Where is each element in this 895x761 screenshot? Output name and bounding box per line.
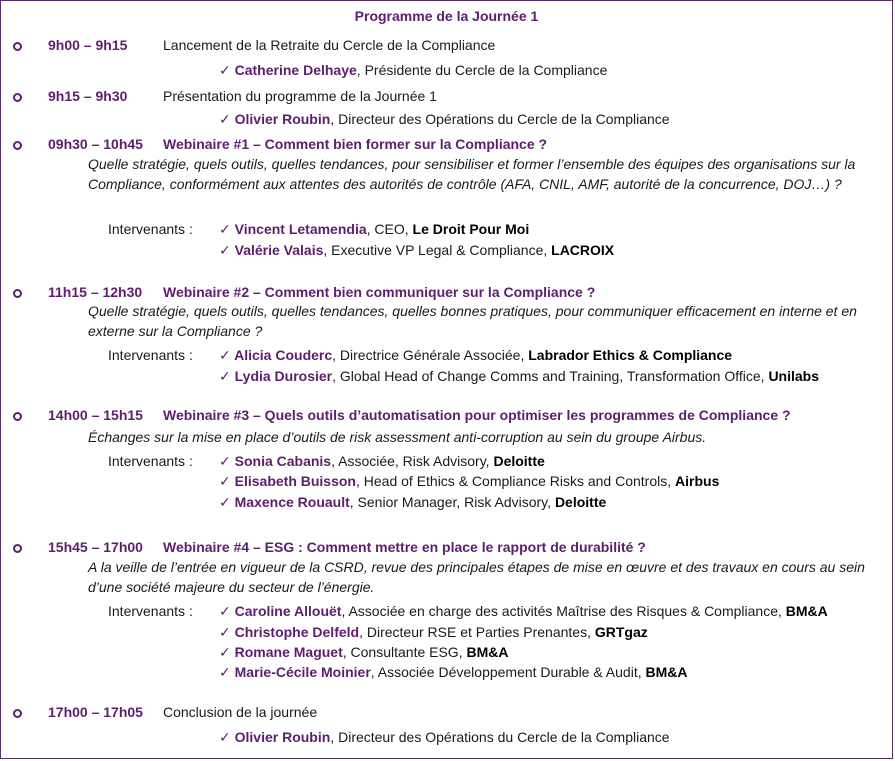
speaker-name: Romane Maguet <box>234 644 343 660</box>
session-time: 11h15 – 12h30 <box>48 284 143 300</box>
session-title: Webinaire #1 – Comment bien former sur la Compliance ? <box>163 136 548 152</box>
speaker-organization: LACROIX <box>551 242 615 258</box>
speaker-name: Alicia Couderc <box>234 347 333 363</box>
circle-bullet-icon <box>13 709 22 718</box>
speaker-row <box>219 347 732 364</box>
checkmark-icon: ✓ <box>219 644 235 660</box>
speaker-row <box>219 473 719 490</box>
speaker-role: , Directrice Générale Associée, <box>332 347 529 363</box>
speakers-label: Intervenants : <box>108 453 193 469</box>
speaker-organization: GRTgaz <box>594 624 648 640</box>
speaker-organization: Deloitte <box>493 453 545 469</box>
circle-bullet-icon <box>13 544 22 553</box>
session-time: 15h45 – 17h00 <box>48 539 143 555</box>
speaker-name: Valérie Valais <box>234 242 324 258</box>
session-description: Quelle stratégie, quels outils, quelles tendances, quelles bonnes pratiques, pour communiquer efficacement en interne et en externe sur la Compliance ? <box>88 303 857 339</box>
speaker-organization: Deloitte <box>554 494 607 510</box>
speaker-name: Elisabeth Buisson <box>234 473 356 489</box>
session-title: Lancement de la Retraite du Cercle de la Compliance <box>163 37 496 53</box>
speaker-role: , CEO, <box>366 221 413 237</box>
speaker-row <box>219 242 614 259</box>
speaker-name: Christophe Delfeld <box>234 624 360 640</box>
session-description: Échanges sur la mise en place d’outils de risk assessment anti-corruption au sein du groupe Airbus. <box>88 429 707 445</box>
session-time: 14h00 – 15h15 <box>48 407 143 423</box>
speaker-role: , Associée en charge des activités Maîtrise des Risques & Compliance, <box>341 603 786 619</box>
session-title: Présentation du programme de la Journée 1 <box>163 88 437 104</box>
page-title: Programme de la Journée 1 <box>354 8 539 24</box>
speaker-name: Caroline Allouët <box>234 603 342 619</box>
speaker-name: Vincent Letamendia <box>234 221 367 237</box>
speaker-role: , Head of Ethics & Compliance Risks and Controls, <box>355 473 676 489</box>
checkmark-icon: ✓ <box>219 494 235 510</box>
speaker-role: , Directeur RSE et Parties Prenantes, <box>359 624 595 640</box>
session-description: Quelle stratégie, quels outils, quelles tendances, pour sensibiliser et former l’ensemble des équipes des organisations sur la Compliance, conformément aux attentes des autorités de contrôle (AFA, CNIL, AMF, autorité de la concurrence, DOJ…) ? <box>88 156 856 192</box>
checkmark-icon: ✓ <box>219 368 235 384</box>
speaker-organization: Airbus <box>675 473 720 489</box>
session-time: 9h15 – 9h30 <box>48 88 128 104</box>
speaker-row <box>219 62 607 79</box>
speakers-label: Intervenants : <box>108 603 193 619</box>
session-title: Webinaire #3 – Quels outils d’automatisation pour optimiser les programmes de Compliance ? <box>163 407 791 423</box>
checkmark-icon: ✓ <box>219 603 235 619</box>
speaker-name: Marie-Cécile Moinier <box>234 664 371 680</box>
checkmark-icon: ✓ <box>219 62 235 78</box>
speaker-organization: BM&A <box>645 664 688 680</box>
speaker-role: , Associée Développement Durable & Audit, <box>370 664 646 680</box>
speaker-role: , Présidente du Cercle de la Compliance <box>356 62 608 78</box>
speaker-row <box>219 624 648 641</box>
checkmark-icon: ✓ <box>219 729 235 745</box>
speaker-row <box>219 729 670 746</box>
speaker-row <box>219 368 819 385</box>
circle-bullet-icon <box>13 412 22 421</box>
checkmark-icon: ✓ <box>219 473 235 489</box>
session-title: Webinaire #2 – Comment bien communiquer sur la Compliance ? <box>163 284 596 300</box>
speaker-organization: BM&A <box>466 644 509 660</box>
speaker-row <box>219 664 688 681</box>
speaker-row <box>219 111 670 128</box>
checkmark-icon: ✓ <box>219 664 235 680</box>
speaker-row <box>219 221 529 238</box>
speaker-name: Lydia Durosier <box>234 368 333 384</box>
session-time: 9h00 – 9h15 <box>48 37 128 53</box>
speaker-organization: Unilabs <box>768 368 820 384</box>
speaker-organization: Labrador Ethics & Compliance <box>528 347 733 363</box>
speaker-role: , Global Head of Change Comms and Training, Transformation Office, <box>332 368 769 384</box>
checkmark-icon: ✓ <box>219 242 235 258</box>
circle-bullet-icon <box>13 42 22 51</box>
session-time: 17h00 – 17h05 <box>48 704 143 720</box>
circle-bullet-icon <box>13 93 22 102</box>
speaker-name: Catherine Delhaye <box>234 62 357 78</box>
speaker-role: , Directeur des Opérations du Cercle de la Compliance <box>330 729 670 745</box>
session-title: Conclusion de la journée <box>163 704 318 720</box>
speaker-role: , Consultante ESG, <box>342 644 467 660</box>
session-title: Webinaire #4 – ESG : Comment mettre en place le rapport de durabilité ? <box>163 539 646 555</box>
speaker-row <box>219 603 828 620</box>
speaker-name: Olivier Roubin <box>234 729 331 745</box>
speaker-role: , Directeur des Opérations du Cercle de la Compliance <box>330 111 670 127</box>
checkmark-icon: ✓ <box>219 111 235 127</box>
checkmark-icon: ✓ <box>219 221 235 237</box>
speaker-name: Sonia Cabanis <box>234 453 332 469</box>
checkmark-icon: ✓ <box>219 624 235 640</box>
speakers-label: Intervenants : <box>108 347 193 363</box>
speaker-role: , Associée, Risk Advisory, <box>331 453 494 469</box>
circle-bullet-icon <box>13 289 22 298</box>
speaker-role: , Senior Manager, Risk Advisory, <box>349 494 555 510</box>
speaker-name: Maxence Rouault <box>234 494 350 510</box>
checkmark-icon: ✓ <box>219 347 235 363</box>
speaker-row <box>219 494 606 511</box>
session-description: A la veille de l’entrée en vigueur de la CSRD, revue des principales étapes de mise en œuvre et des travaux en cours au sein d’une société majeure du secteur de l’énergie. <box>88 559 865 595</box>
speaker-organization: BM&A <box>785 603 828 619</box>
speaker-row <box>219 453 545 470</box>
circle-bullet-icon <box>13 141 22 150</box>
speaker-role: , Executive VP Legal & Compliance, <box>323 242 552 258</box>
speaker-organization: Le Droit Pour Moi <box>412 221 530 237</box>
speakers-label: Intervenants : <box>108 221 193 237</box>
session-time: 09h30 – 10h45 <box>48 136 143 152</box>
checkmark-icon: ✓ <box>219 453 235 469</box>
speaker-name: Olivier Roubin <box>234 111 331 127</box>
speaker-row <box>219 644 508 661</box>
